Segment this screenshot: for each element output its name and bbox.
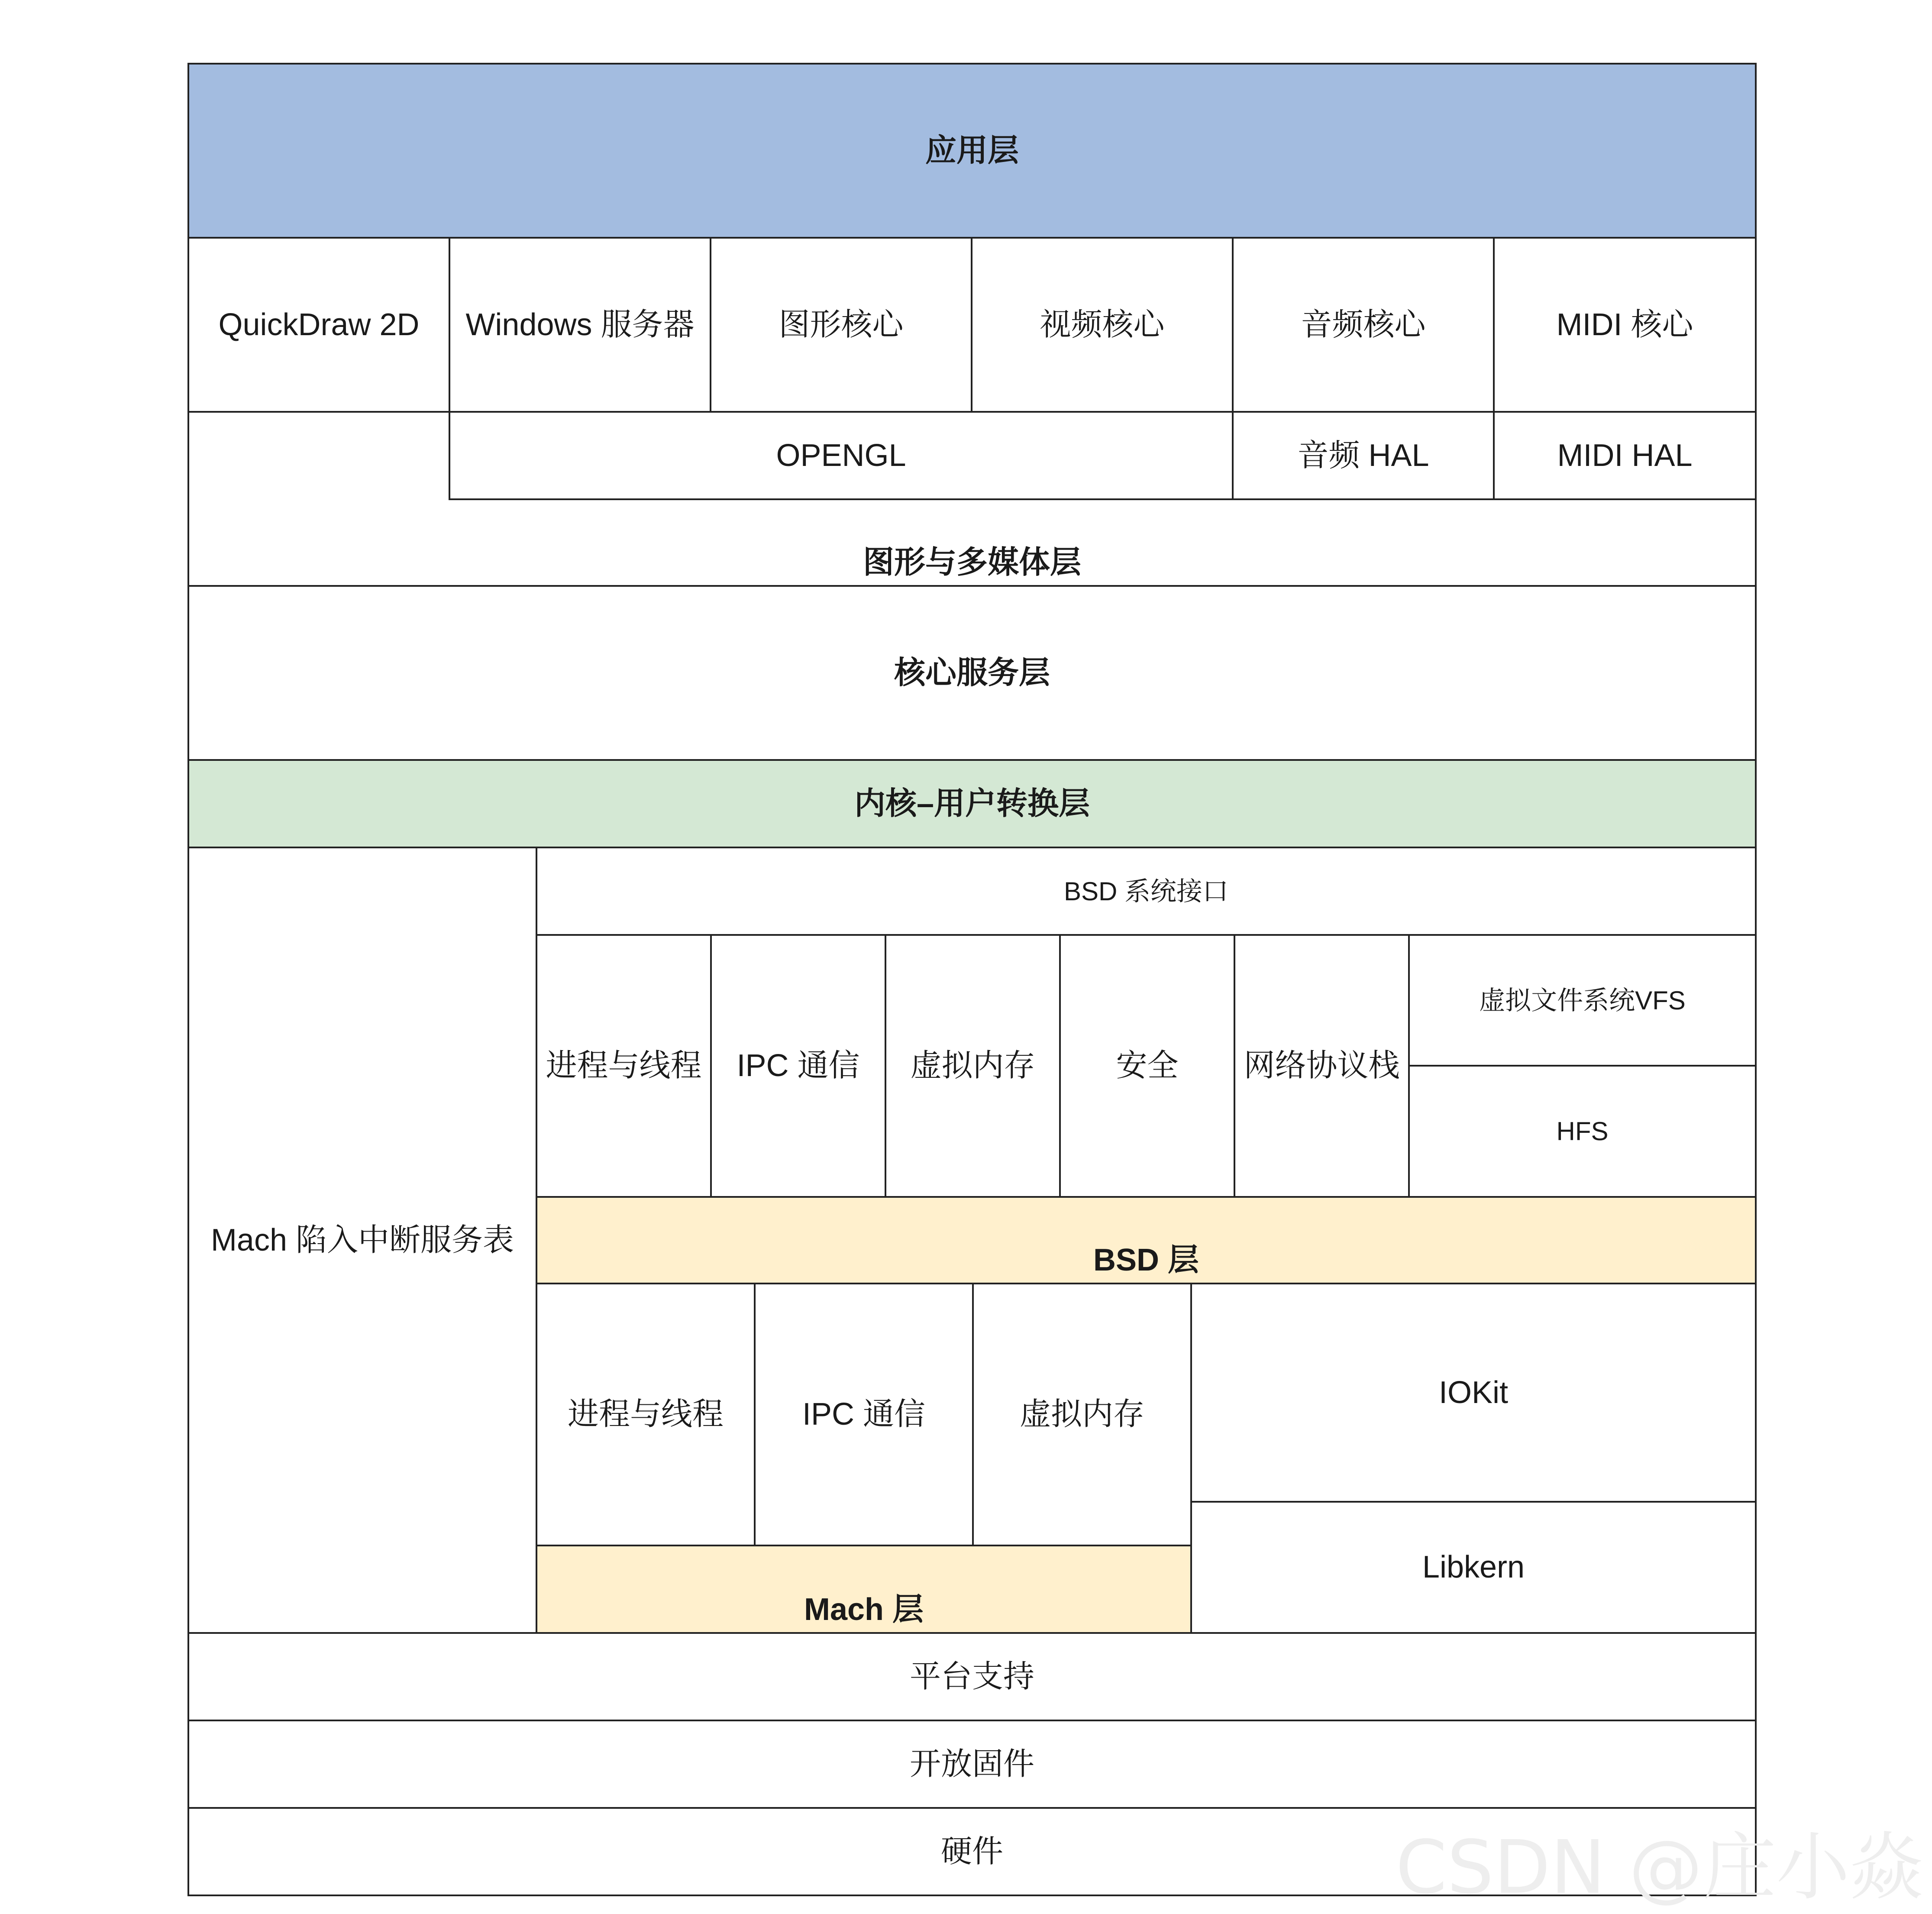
- audio-hal-box: [1232, 411, 1495, 500]
- bsd-security-box: [1059, 934, 1235, 1198]
- mach-virtual-memory-label: 虚拟内存: [1019, 1397, 1144, 1432]
- bsd-syscall-interface-label: BSD 系统接口: [1063, 876, 1229, 906]
- mach-trap-table: [187, 847, 537, 1634]
- libkern-label: Libkern: [1422, 1550, 1525, 1585]
- graphics-core-box: [710, 237, 972, 413]
- bsd-virtual-memory-box: [885, 934, 1061, 1198]
- bsd-process-thread-label: 进程与线程: [546, 1048, 702, 1083]
- hardware-layer: [187, 1807, 1757, 1896]
- open-firmware-layer: [187, 1720, 1757, 1809]
- csdn-watermark: CSDN @庄小焱: [1396, 1825, 1923, 1911]
- bsd-syscall-interface: [536, 847, 1757, 936]
- core-services-layer: [187, 585, 1757, 761]
- platform-support-layer: [187, 1632, 1757, 1721]
- core-services-layer-label: 核心服务层: [894, 655, 1050, 690]
- mach-ipc-label: IPC 通信: [802, 1397, 926, 1432]
- midi-core-box: [1493, 237, 1757, 413]
- kernel-user-layer-label: 内核–用户转换层: [854, 786, 1090, 821]
- audio-hal-label: 音频 HAL: [1297, 438, 1429, 473]
- mach-process-thread-box: [536, 1283, 756, 1546]
- video-core-box: [971, 237, 1234, 413]
- midi-hal-box: [1493, 411, 1757, 500]
- bsd-layer-label: BSD 层: [1093, 1243, 1199, 1278]
- mach-process-thread-label: 进程与线程: [567, 1397, 724, 1432]
- windows-server-box: [449, 237, 711, 413]
- windows-server-label: Windows 服务器: [465, 307, 695, 342]
- graphics-media-layer-label: 图形与多媒体层: [863, 545, 1081, 580]
- bsd-layer: [536, 1196, 1757, 1284]
- mach-virtual-memory-box: [972, 1283, 1192, 1546]
- hfs-label: HFS: [1556, 1117, 1609, 1146]
- midi-core-label: MIDI 核心: [1556, 307, 1693, 342]
- application-layer: [187, 63, 1757, 239]
- iokit-box: [1190, 1283, 1757, 1503]
- bsd-ipc-box: [710, 934, 886, 1198]
- application-layer-label: 应用层: [925, 133, 1019, 168]
- hardware-label: 硬件: [940, 1834, 1003, 1869]
- vfs-label: 虚拟文件系统VFS: [1479, 986, 1686, 1015]
- quickdraw-2d-label: QuickDraw 2D: [218, 307, 420, 342]
- opengl-label: OPENGL: [776, 438, 906, 473]
- mach-layer-label: Mach 层: [804, 1592, 924, 1627]
- video-core-label: 视频核心: [1040, 307, 1165, 342]
- audio-core-box: [1232, 237, 1495, 413]
- kernel-user-layer: [187, 759, 1757, 848]
- bsd-network-stack-label: 网络协议栈: [1244, 1048, 1400, 1083]
- bsd-ipc-label: IPC 通信: [737, 1048, 860, 1083]
- graphics-core-label: 图形核心: [779, 307, 904, 342]
- bsd-security-label: 安全: [1116, 1048, 1179, 1083]
- iokit-label: IOKit: [1438, 1375, 1509, 1410]
- platform-support-label: 平台支持: [909, 1659, 1034, 1694]
- bsd-process-thread-box: [536, 934, 712, 1198]
- mach-layer: [536, 1545, 1192, 1634]
- vfs-box: [1408, 934, 1757, 1067]
- midi-hal-label: MIDI HAL: [1557, 438, 1693, 473]
- hfs-box: [1408, 1065, 1757, 1198]
- audio-core-label: 音频核心: [1301, 307, 1426, 342]
- bsd-virtual-memory-label: 虚拟内存: [910, 1048, 1035, 1083]
- opengl-box: [449, 411, 1234, 500]
- mach-ipc-box: [754, 1283, 974, 1546]
- bsd-network-stack-box: [1234, 934, 1410, 1198]
- mach-trap-table-label: Mach 陷入中断服务表: [210, 1222, 514, 1258]
- open-firmware-label: 开放固件: [909, 1746, 1034, 1781]
- quickdraw-2d-box: [187, 237, 450, 413]
- libkern-box: [1190, 1501, 1757, 1634]
